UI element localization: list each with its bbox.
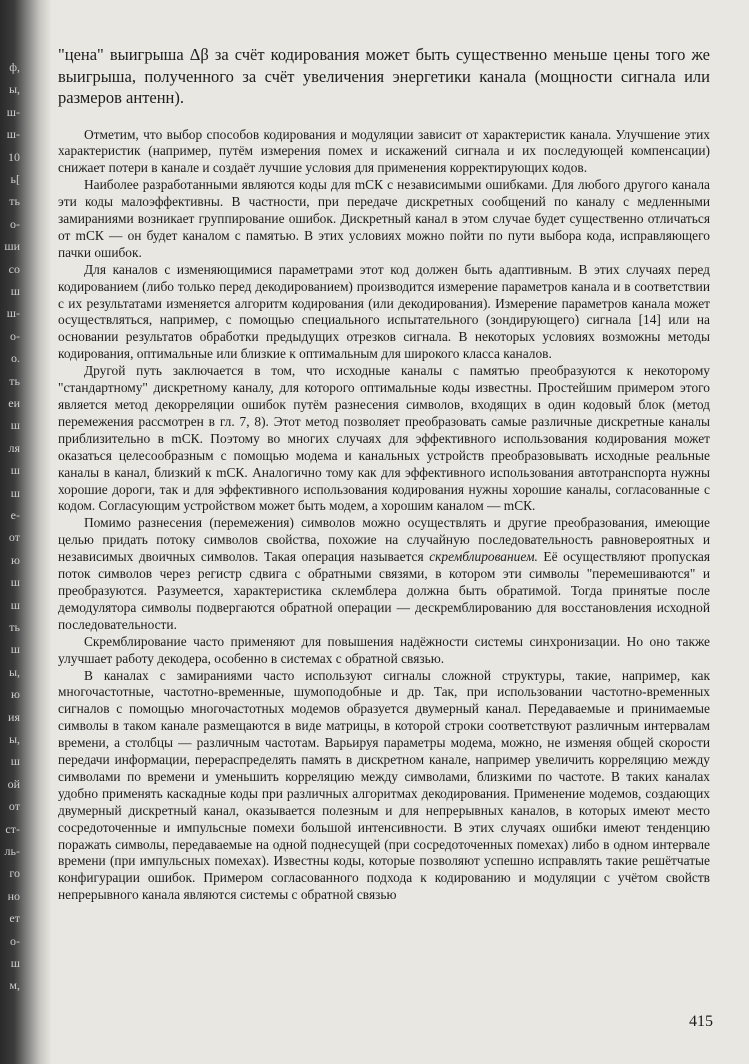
gutter-fragment: ш xyxy=(10,642,20,657)
gutter-fragment: о- xyxy=(10,933,20,948)
page-number: 415 xyxy=(689,1013,713,1030)
gutter-fragment: еи xyxy=(8,396,20,410)
gutter-fragment: ть xyxy=(9,620,20,634)
gutter-fragment: от xyxy=(8,799,20,814)
gutter-fragment: м, xyxy=(9,978,20,993)
paragraph: Отметим, что выбор способов кодирования и модуляции зависит от характеристик канала. Улучшение этих характеристик (например, путём измерения помех и искажений сигнала и их последующей компенсации) снижает потери в канале и создаёт лучшие условия для применения корректирующих кодов. xyxy=(58,126,710,176)
paragraph: Другой путь заключается в том, что исходные каналы с памятью преобразуются к некоторому "стандартному" дискретному каналу, для которого оптимальные коды известны. Простейшим примером этого является метод декорреляции ошибок путём разнесения символов, входящих в один кодовый блок (метод перемежения рассмотрен в гл. 7, 8). Этот метод позволяет преобразовать самые различные дискретные каналы приблизительно в mСК. Поэтому во многих случаях для эффективного использования кодирования может оказаться целесообразным с помощью модема и канальных устройств преобразовывать исходные реальные каналы в канал, близкий к mСК. Аналогично тому как для эффективного использования автотранспорта нужны хорошие дороги, так и для эффективного использования кодирования нужны хорошие каналы, согласованные с кодом. Согласующим устройством может быть модем, а хорошим каналом — mСК. xyxy=(58,363,710,514)
gutter-fragment: е- xyxy=(10,508,20,522)
gutter-fragment: ш- xyxy=(6,306,20,321)
gutter-fragment: ш xyxy=(10,418,20,433)
gutter-fragment: ш xyxy=(10,597,20,612)
gutter-fragment: ш xyxy=(10,463,20,478)
gutter-fragment: ю xyxy=(11,687,20,702)
gutter-fragment: ет xyxy=(9,911,20,926)
gutter-fragment: ш xyxy=(10,754,20,769)
gutter-fragment: ш xyxy=(10,956,20,970)
gutter-fragment: о- xyxy=(10,328,20,343)
page-content xyxy=(58,44,710,904)
gutter-fragment: 10 xyxy=(8,149,20,164)
gutter-fragment: о- xyxy=(10,216,20,231)
gutter-fragment: го xyxy=(9,866,20,881)
gutter-fragment: ш xyxy=(10,485,20,500)
gutter-fragment: о. xyxy=(11,351,20,366)
gutter-fragment: ой xyxy=(7,776,20,791)
gutter-fragment: но xyxy=(7,888,20,903)
gutter-fragment: ть xyxy=(9,194,20,209)
gutter-fragment: со xyxy=(8,261,20,276)
paragraph: Помимо разнесения (перемежения) символов можно осуществлять и другие преобразования, имеющие целью придать потоку символов свойства, похожие на случайную последовательность равновероятных и независимых двоичных символов. Такая операция называется скремблированием. Её осуществляют пропуская поток символов через регистр сдвига с обратными связями, в котором эти символы "перемешиваются" и преобразуются. Разумеется, характеристика склемблера должна быть обратимой. Тогда принятые после демодулятора символы подвергаются обратной операции — дескремблированию для восстановления исходной последовательности. xyxy=(58,515,710,632)
gutter-fragment: ю xyxy=(11,552,20,567)
paragraph: Для каналов с изменяющимися параметрами этот код должен быть адаптивным. В этих случаях перед кодированием (либо только перед декодированием) производится измерение параметров канала и в соответствии с их результатами изменяется алгоритм кодирования (или декодирования). Измерение параметров канала может осуществляться, например, с помощью специального испытательного (зондирующего) сигнала [14] или на основании результатов обработки предыдущих отрезков сигнала. В некоторых условиях возможны методы кодирования, оптимальные или близкие к оптимальным для широкого класса каналов. xyxy=(58,261,710,362)
gutter-fragment: ль- xyxy=(4,844,20,858)
gutter-fragment: ши xyxy=(4,239,20,254)
gutter-fragment: ш- xyxy=(6,104,20,119)
gutter-fragment: от xyxy=(8,530,20,545)
gutter-fragment: ия xyxy=(8,709,20,724)
term-scrambling: скремблированием. xyxy=(429,549,538,565)
gutter-fragment: ть xyxy=(9,373,20,388)
binding-gutter xyxy=(0,0,52,1064)
paragraph: В каналах с замираниями часто используют сигналы сложной структуры, такие, например, как многочастотные, частотно-временные, шумоподобные и др. Так, при использовании частотно-временных сигналов с помощью многочастотных модемов образуется двумерный канал. Передаваемые и принимаемые символы в таком канале размещаются в виде матрицы, в которой строки соответствуют различным интервалам времени, а столбцы — различным частотам. Варьируя параметры модема, можно, не изменяя общей скорости передачи информации, перераспределять память в дискретном канале, например увеличить корреляцию между символами по времени и уменьшить корреляцию между символами, близкими по частоте. В таких каналах удобно применять каскадные коды при различных алгоритмах декодирования. Применение модемов, создающих двумерный дискретный канал, оказывается полезным и для непрерывных каналов, в которых имеют место сосредоточенные и импульсные помехи большой интенсивности. В этих случаях ошибки имеют тенденцию поражать символы, передаваемые на одной поднесущей (при сосредоточенных помехах) либо в одном интервале времени (при импульсных помехах). Известны коды, которые позволяют успешно исправлять такие решётчатые конфигурации ошибок. Примером согласованного подхода к кодированию и модуляции с учётом свойств непрерывного канала являются системы с обратной связью xyxy=(58,667,710,903)
gutter-fragment: ы, xyxy=(8,664,20,679)
gutter-fragment: ф, xyxy=(9,60,20,74)
intro-paragraph: "цена" выигрыша Δβ за счёт кодирования может быть существенно меньше цены того же выигрыша, полученного за счёт увеличения энергетики канала (мощности сигнала или размеров антенн). xyxy=(58,45,710,107)
gutter-fragment: ь[ xyxy=(10,172,20,186)
paragraph: Скремблирование часто применяют для повышения надёжности системы синхронизации. Но оно также улучшает работу декодера, особенно в системах с обратной связью. xyxy=(58,633,710,666)
gutter-fragment: ы, xyxy=(8,82,20,97)
gutter-fragment: ш xyxy=(10,284,20,298)
gutter-fragment: ля xyxy=(8,440,20,455)
body-text xyxy=(58,127,710,905)
gutter-fragment: ш- xyxy=(6,127,20,142)
paragraph: Наиболее разработанными являются коды для mСК с независимыми ошибками. Для любого другого канала эти коды малоэффективны. В частности, при передаче дискретных сообщений по каналу с медленными замираниями возникает группирование ошибок. Дискретный канал в этом случае будет существенно отличаться от mСК — он будет каналом с памятью. В этих условиях можно пойти по пути выбора кода, исправляющего пачки ошибок. xyxy=(58,177,710,260)
gutter-fragment: ш xyxy=(10,575,20,590)
gutter-fragment: ст- xyxy=(5,821,20,836)
gutter-fragment: ы, xyxy=(8,732,20,746)
